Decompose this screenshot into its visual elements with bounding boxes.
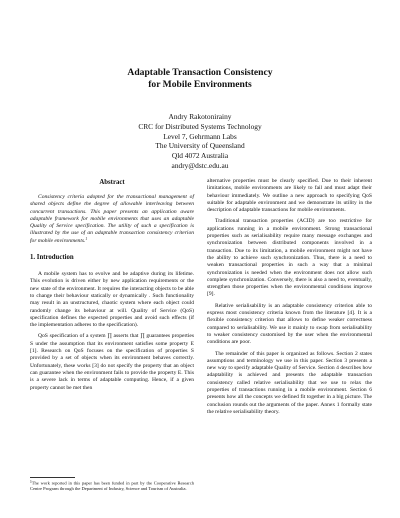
footnote	[30, 480, 194, 492]
footnote-text: The work reported in this paper has been funded in part by the Cooperative Research Centre Program through the Department of Industry, Science and Tourism of Australia.	[30, 480, 194, 492]
author-affiliation-1: CRC for Distributed Systems Technology	[138, 121, 262, 131]
abstract-footnote-mark: 1	[85, 236, 88, 241]
abstract-text	[30, 194, 194, 245]
intro-paragraph-2: QoS specification of a system ∏ asserts that ∏ guarantees properties S under the assumption that its environment satisfies some property E [1]. Research on QoS focuses on the specification of properties S provided by a set of objects when its environment behaves correctly. Unfortunately, these works [3] do not specify the property that an object can guarantee when the environment fails to provide the property E. This is a severe lack in terms of adaptable computing. Hence, if a given property cannot be met then	[30, 333, 194, 391]
section-1-heading: 1. Introduction	[30, 254, 74, 262]
author-affiliation-2: Level 7, Gehrmann Labs	[163, 131, 237, 141]
author-block	[0, 112, 400, 171]
intro-paragraph-1: A mobile system has to evolve and be adaptive during its lifetime. This evolution is driven either by new application requirements or the new state of the environment. It requires the interacting objects to be able to change their behaviour statically or dynamically . Such functionality may result in an unstructured, chaotic system where each object could randomly change its behaviour at will. Quality of Service (QoS) specification defines the expected properties and avoid such effects (if the implementation adheres to the specification).	[30, 271, 194, 329]
title-line-1: Adaptable Transaction Consistency	[127, 67, 273, 78]
author-affiliation-3: The University of Queensland	[155, 141, 245, 151]
right-paragraph-3: Relative serialisability is an adaptable consistency criterion able to express most consistency criteria known from the literature [4]. It is a flexible consistency criterion that allows to define weaker correctness compared to serialisability. We use it mainly to swap from serialisability to weaker consistency customised by the user when the environmental conditions are poor.	[207, 302, 372, 346]
author-name: Andry Rakotonirainy	[168, 112, 232, 121]
footnote-rule	[30, 477, 75, 478]
title-line-2: for Mobile Environments	[148, 79, 252, 90]
right-column	[207, 178, 372, 416]
right-paragraph-2: Traditional transaction properties (ACID) are too restrictive for applications running in a mobile environment. Strong transactional properties such as serialisability require many message exchanges and synchronization between distributed components involved in a transaction. Due to its limitation, a mobile environment might not have the ability to achieve such synchronization. Thus, there is a need to weaken transactional properties in such a way that a minimal synchronization is needed when the environment does not allow such complete synchronization. Conversely, there is also a need to, eventually, strengthen those properties when the environmental conditions improve [9].	[207, 218, 372, 298]
abstract-body: Consistency criteria adopted for the transactional management of shared objects define the degree of allowable interleaving between concurrent transactions. This paper presents an application aware adaptable framework for mobile environments that uses an adaptable Quality of Service specification. The utility of such a specification is illustrated by the use of an adaptable transaction consistency criterion for mobile environments.	[30, 194, 194, 244]
abstract-heading: Abstract	[99, 179, 125, 186]
right-paragraph-1: alternative properties must be clearly specified. Due to their inherent limitations, mobile environments are likely to fail and must adapt their behaviour immediately. We outline a new approach to specifying QoS suitable for adaptable environment and we demonstrate its utility in the description of adaptable transactions for mobile environments.	[207, 178, 372, 214]
author-email: andry@dstc.edu.au	[171, 160, 229, 170]
footnote-mark: 1	[30, 480, 32, 484]
paper-title	[0, 67, 400, 91]
author-affiliation-4: Qld 4072 Australia	[171, 151, 229, 161]
left-column	[30, 178, 194, 392]
right-paragraph-4: The remainder of this paper is organized as follows. Section 2 states assumptions and terminology we use in this paper. Section 3 presents a new way to specify adaptable Quality of Service. Section 4 describes how adaptability is achieved and presents the adaptable transaction consistency called relative serialisability that we use to relax the properties of transactions running in a mobile environment. Section 6 presents how all the concepts we defined fit together in a big picture. The conclusion rounds out the arguments of the paper. Annex 1 formally state the relative serialisability theory.	[207, 350, 372, 415]
